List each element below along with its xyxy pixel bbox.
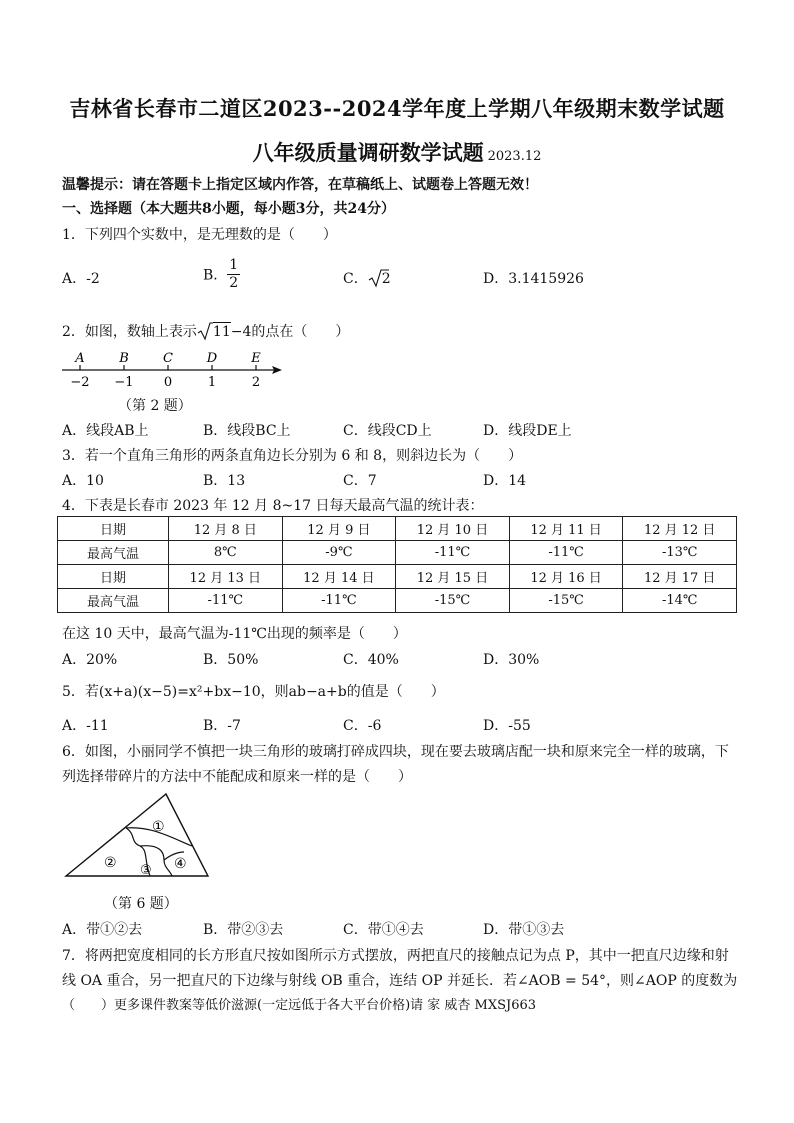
- table-cell: -15℃: [396, 589, 510, 613]
- table-cell: 12 月 9 日: [282, 517, 396, 541]
- table-cell: 12 月 8 日: [169, 517, 283, 541]
- table-row: [58, 541, 737, 565]
- q3-option-c: C．7: [343, 473, 377, 489]
- q5-stem: 5．若(x+a)(x−5)=x²+bx−10，则ab−a+b的值是（ ）: [62, 684, 445, 700]
- table-cell: -9℃: [282, 541, 396, 565]
- q4-option-c: C．40%: [343, 652, 399, 668]
- temperature-table: [57, 516, 737, 613]
- q4-option-d: D．30%: [483, 652, 540, 668]
- q6-option-d: D．带①③去: [483, 922, 565, 938]
- q2-stem: [62, 321, 349, 341]
- notice: 温馨提示：请在答题卡上指定区域内作答，在草稿纸上、试题卷上答题无效！: [62, 177, 538, 193]
- table-cell: -11℃: [396, 541, 510, 565]
- q2-option-c-text: C．线段CD上: [343, 423, 432, 439]
- table-cell: 8℃: [169, 541, 283, 565]
- q2-caption: （第 2 题）: [118, 398, 192, 414]
- q2-option-b: [203, 420, 291, 440]
- q2-option-d: [483, 420, 572, 440]
- q3-option-a: A．10: [62, 473, 104, 489]
- point-label: D: [206, 351, 218, 366]
- radicand: 2: [381, 271, 391, 287]
- q5-option-d: D．-55: [483, 718, 531, 734]
- q1-option-b: [203, 257, 240, 292]
- q3-stem: 3．若一个直角三角形的两条直角边长分别为 6 和 8，则斜边长为（ ）: [62, 448, 523, 464]
- q2-option-a-text: A．线段AB上: [62, 423, 149, 439]
- table-cell: 12 月 11 日: [509, 517, 623, 541]
- q1-option-d: D．3.1415926: [483, 271, 584, 287]
- table-row: [58, 589, 737, 613]
- fraction-denominator: 2: [229, 275, 239, 291]
- q3-option-d: D．14: [483, 473, 527, 489]
- q2-option-a: [62, 420, 149, 440]
- broken-glass-figure: [60, 790, 220, 882]
- q4-option-a: A．20%: [62, 652, 118, 668]
- page-title: 吉林省长春市二道区2023--2024学年度上学期八年级期末数学试题: [69, 96, 725, 121]
- piece-label: ④: [174, 856, 187, 872]
- q4-stem: 4．下表是长春市 2023 年 12 月 8~17 日每天最高气温的统计表：: [62, 498, 484, 514]
- table-row: [58, 517, 737, 541]
- piece-label: ①: [152, 819, 165, 835]
- q7-line1: 7．将两把宽度相同的长方形直尺按如图所示方式摆放，两把直尺的接触点记为点 P，其中一把直尺边缘和射: [62, 948, 729, 964]
- section-heading: 一、选择题（本大题共8小题，每小题3分，共24分）: [62, 201, 395, 217]
- tick-label: 2: [251, 375, 261, 390]
- q2-option-d-text: D．线段DE上: [483, 423, 572, 439]
- q5-option-b: B．-7: [203, 718, 241, 734]
- table-row-header: 日期: [58, 517, 169, 541]
- table-cell: 12 月 12 日: [623, 517, 737, 541]
- point-label: B: [119, 351, 129, 366]
- number-line-figure: [60, 348, 290, 394]
- q5-option-c: C．-6: [343, 718, 382, 734]
- table-cell: -11℃: [509, 541, 623, 565]
- radical-sign-icon: [197, 321, 213, 341]
- tick-label: 0: [163, 375, 173, 390]
- table-cell: -15℃: [509, 589, 623, 613]
- q1-option-c-prefix: C．: [343, 271, 368, 287]
- point-label: C: [163, 351, 173, 366]
- q1-option-a: A．-2: [62, 271, 100, 287]
- q4-followup: 在这 10 天中，最高气温为-11℃出现的频率是（ ）: [62, 626, 407, 642]
- table-row-header: 最高气温: [58, 541, 169, 565]
- q6-stem-line2: 列选择带碎片的方法中不能配成和原来一样的是（ ）: [62, 769, 412, 785]
- piece-label: ②: [104, 855, 117, 871]
- q2-stem-post: −4的点在（ ）: [230, 324, 350, 340]
- tick-label: −2: [70, 375, 90, 390]
- q2-option-c: [343, 420, 432, 440]
- q5-option-a: A．-11: [62, 718, 109, 734]
- table-cell: -11℃: [169, 589, 283, 613]
- table-cell: 12 月 13 日: [169, 565, 283, 589]
- table-cell: 12 月 15 日: [396, 565, 510, 589]
- table-cell: 12 月 17 日: [623, 565, 737, 589]
- q2-stem-pre: 2．如图，数轴上表示: [62, 324, 197, 340]
- q7-line3: （ ）更多课件教案等低价滋源(一定远低于各大平台价格)请 家 威杏 MXSJ663: [62, 998, 537, 1013]
- q6-caption: （第 6 题）: [104, 896, 178, 912]
- point-label: E: [251, 351, 261, 366]
- q6-option-a: A．带①②去: [62, 922, 143, 938]
- subtitle-date: 2023.12: [487, 149, 542, 164]
- subtitle-text: 八年级质量调研数学试题: [252, 140, 484, 165]
- q6-option-c: C．带①④去: [343, 922, 424, 938]
- table-row-header: 最高气温: [58, 589, 169, 613]
- q6-stem-line1: 6．如图，小丽同学不慎把一块三角形的玻璃打碎成四块，现在要去玻璃店配一块和原来完全一样的玻璃，下: [62, 744, 729, 760]
- q2-radicand: 11: [212, 324, 231, 340]
- table-cell: 12 月 16 日: [509, 565, 623, 589]
- q6-option-b: B．带②③去: [203, 922, 284, 938]
- page-subtitle: [0, 137, 794, 167]
- fraction-numerator: 1: [229, 257, 239, 273]
- table-cell: -14℃: [623, 589, 737, 613]
- q4-option-b: B．50%: [203, 652, 259, 668]
- triangle-outline: [66, 794, 208, 876]
- point-label: A: [75, 351, 85, 366]
- q7-line2: 线 OA 重合，另一把直尺的下边缘与射线 OB 重合，连结 OP 并延长．若∠AOB = 54°，则∠AOP 的度数为: [62, 973, 738, 989]
- table-row-header: 日期: [58, 565, 169, 589]
- tick-label: 1: [207, 375, 217, 390]
- sqrt-symbol: [368, 268, 391, 288]
- q1-stem: 1．下列四个实数中，是无理数的是（ ）: [62, 227, 337, 243]
- piece-label: ③: [140, 863, 152, 878]
- q1-option-c: [343, 268, 391, 288]
- q3-option-b: B．13: [203, 473, 246, 489]
- table-cell: 12 月 14 日: [282, 565, 396, 589]
- table-row: [58, 565, 737, 589]
- table-cell: 12 月 10 日: [396, 517, 510, 541]
- table-cell: -11℃: [282, 589, 396, 613]
- fraction: [227, 257, 240, 292]
- tick-label: −1: [114, 375, 134, 390]
- q2-option-b-text: B．线段BC上: [203, 423, 291, 439]
- table-cell: -13℃: [623, 541, 737, 565]
- q1-option-b-prefix: B．: [203, 267, 228, 284]
